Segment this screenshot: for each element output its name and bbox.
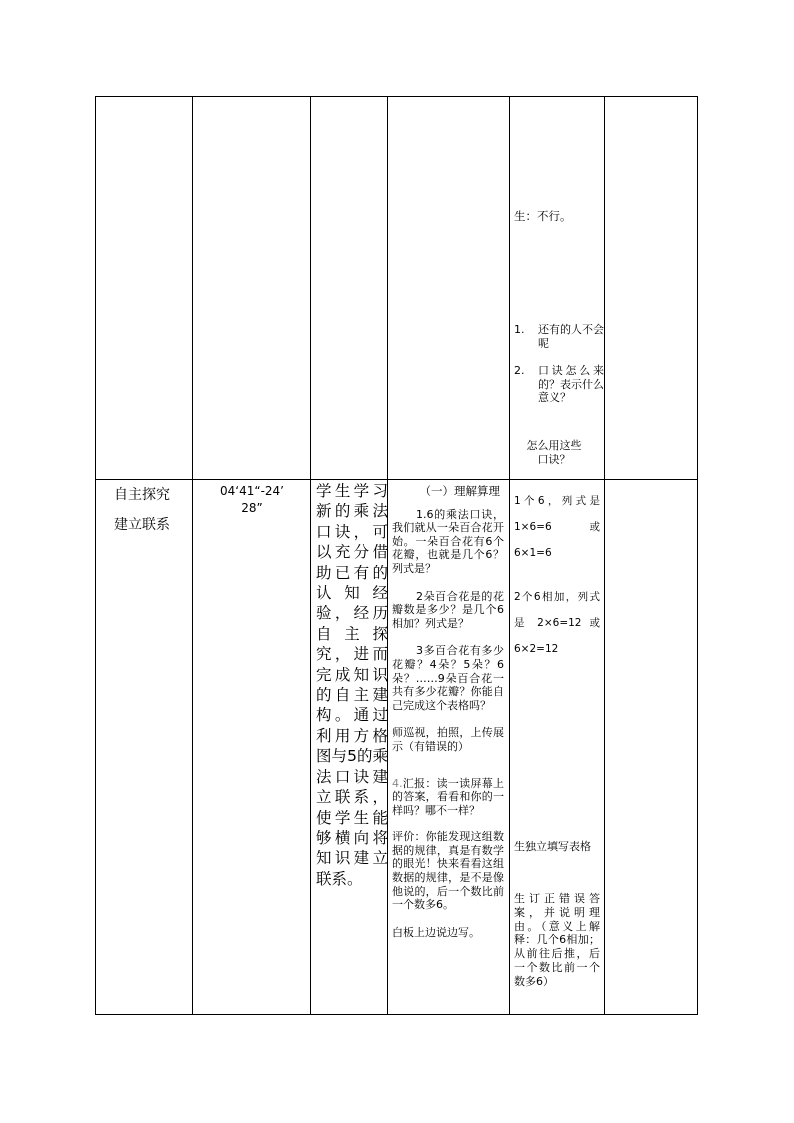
student-reply: 生：不行。 <box>514 209 572 223</box>
student-activity-lower <box>514 834 600 860</box>
row1-student-cell <box>514 210 600 224</box>
list-number: 2. <box>514 364 525 378</box>
time-line: 28” <box>241 501 263 515</box>
column-divider <box>310 97 311 1014</box>
row1-usage-question <box>522 439 586 466</box>
section-name <box>114 480 170 540</box>
section-line: 建立联系 <box>114 517 170 533</box>
teacher-paragraph: 2朵百合花是的花瓣数是多少？是几个6相加？列式是？ <box>392 589 504 630</box>
row1-question-list <box>514 323 604 405</box>
teacher-paragraph: 1.6的乘法口诀，我们就从一朵百合花开始。一朵百合花有6个花瓣，也就是几个6？列式是？ <box>392 507 504 575</box>
list-number: 1. <box>514 323 525 336</box>
student-answer: 生订正错误答案，并说明理由。（意义上解释：几个6相加；从前往后推，后一个数比前一个数多6） <box>514 892 600 988</box>
student-answer: 2个6相加，列式是 2×6=12 或 6×2=12 <box>514 591 600 655</box>
student-answer: 生独立填写表格 <box>514 840 591 853</box>
section-line: 自主探究 <box>114 487 170 503</box>
teacher-activity <box>392 485 504 939</box>
teacher-paragraph: 评价：你能发现这组数据的规律，真是有数学的眼光！快来看看这组数据的规律，是不是像他说的，后一个数比前一个数多6。 <box>392 830 504 912</box>
column-divider <box>509 97 510 1014</box>
list-item <box>514 364 604 405</box>
time-line: 04‘41“-24’ <box>220 484 284 498</box>
student-activity <box>514 488 600 662</box>
report-text: 汇报：读一读屏幕上的答案，看看和你的一样吗？哪不一样？ <box>392 776 504 817</box>
report-number: 4. <box>392 776 403 790</box>
teacher-paragraph: 白板上边说边写。 <box>392 925 480 939</box>
design-intent: 学生学习新的乘法口诀，可以充分借助已有的认知经验，经历自主探究，进而完成知识的自主建构。通过利用方格图与5的乘法口诀建立联系，使学生能够横向将知识建立联系。 <box>316 482 388 888</box>
list-text: 口诀怎么来的？表示什么意义？ <box>538 364 604 405</box>
list-text: 还有的人不会呢 <box>538 323 604 350</box>
teacher-paragraph: 师巡视，拍照，上传展示（有错误的） <box>392 726 504 753</box>
student-correction <box>514 892 600 989</box>
teacher-heading: （一）理解算理 <box>419 484 500 498</box>
student-answer: 1个6，列式是1×6=6 或 6×1=6 <box>514 495 600 559</box>
list-item <box>514 323 604 350</box>
row-divider <box>96 479 697 480</box>
teacher-paragraph <box>392 777 504 818</box>
time-stamp <box>196 483 308 517</box>
column-divider <box>192 97 193 1014</box>
usage-question: 怎么用这些口诀？ <box>526 439 582 466</box>
column-divider <box>604 97 605 1014</box>
lesson-plan-table <box>95 96 698 1015</box>
teacher-paragraph: 3多百合花有多少花瓣？4朵？5朵？6朵？……9朵百合花一共有多少花瓣？你能自己完成这个表格吗？ <box>392 644 504 712</box>
